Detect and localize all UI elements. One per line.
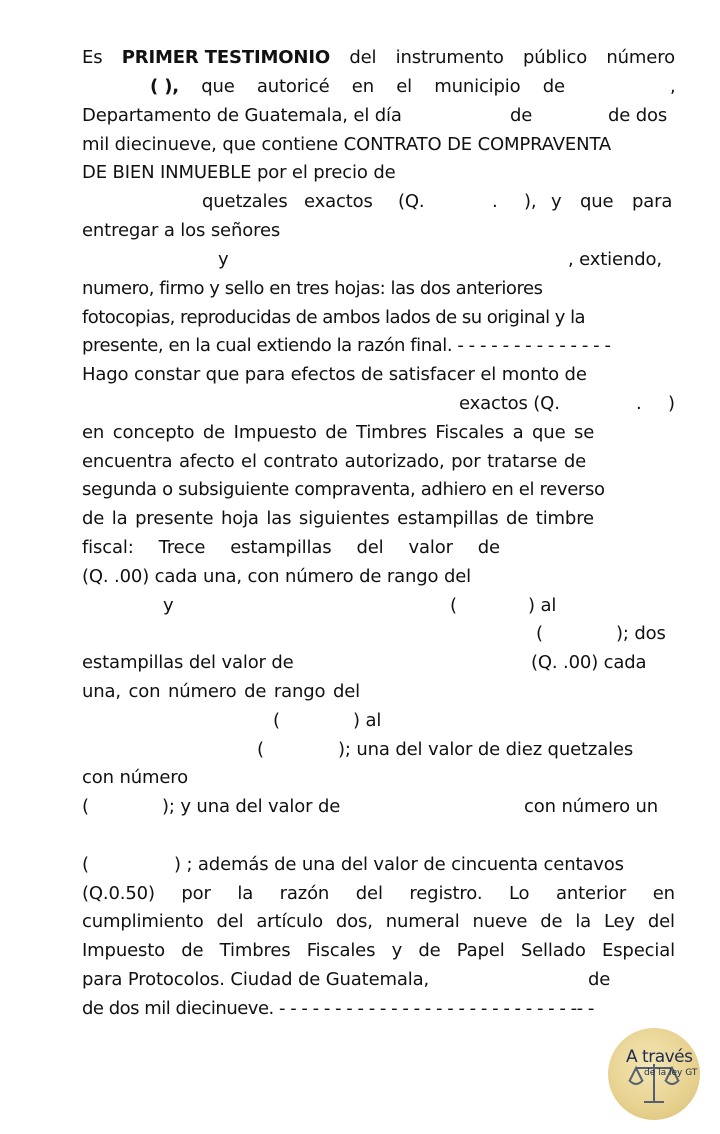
text-word: y bbox=[163, 595, 174, 616]
text-word: ) al bbox=[353, 710, 382, 731]
text-word: Papel bbox=[456, 940, 505, 961]
text-word: Es bbox=[82, 47, 103, 68]
text-line: mil diecinueve, que contiene CONTRATO DE COMPRAVENTA bbox=[82, 134, 612, 155]
text-segment: de bbox=[510, 105, 533, 126]
text-segment: ) ; además de una del valor de cincuenta centavos bbox=[174, 854, 624, 875]
text-word: fiscal: bbox=[82, 537, 134, 558]
text-line: entregar a los señores bbox=[82, 220, 281, 241]
text-word: que bbox=[580, 191, 614, 212]
text-word: Trece bbox=[158, 537, 206, 558]
text-word: en bbox=[351, 76, 374, 97]
text-word: cumplimiento bbox=[82, 911, 204, 932]
text-line: en concepto de Impuesto de Timbres Fiscales a que se bbox=[82, 422, 595, 443]
text-word: dos, bbox=[335, 911, 373, 932]
text-word: ( bbox=[273, 710, 280, 731]
text-line bbox=[82, 879, 675, 908]
logo-title: A través bbox=[626, 1047, 693, 1067]
text-segment: para Protocolos. Ciudad de Guatemala, bbox=[82, 969, 430, 990]
text-word: numeral bbox=[385, 911, 460, 932]
text-line bbox=[82, 706, 675, 735]
text-segment: de dos bbox=[608, 105, 668, 126]
text-word: en bbox=[652, 883, 675, 904]
text-word: del bbox=[356, 537, 384, 558]
text-word: , extiendo, bbox=[568, 249, 662, 270]
text-word: la bbox=[575, 911, 592, 932]
text-line bbox=[82, 619, 675, 648]
text-word: de bbox=[181, 940, 204, 961]
text-word: nueve bbox=[472, 911, 528, 932]
text-word: del bbox=[647, 911, 675, 932]
text-word: del bbox=[349, 47, 377, 68]
text-word: . bbox=[492, 191, 498, 212]
watermark-logo bbox=[608, 1028, 700, 1120]
text-line: con número bbox=[82, 767, 188, 788]
text-word: registro. bbox=[409, 883, 483, 904]
text-word: público bbox=[523, 47, 588, 68]
text-line: DE BIEN INMUEBLE por el precio de bbox=[82, 162, 396, 183]
text-word: Lo bbox=[508, 883, 530, 904]
text-line bbox=[82, 187, 675, 216]
text-word: anterior bbox=[555, 883, 627, 904]
text-word: ( bbox=[82, 854, 89, 875]
text-line bbox=[82, 735, 675, 764]
text-word: Fiscales bbox=[306, 940, 376, 961]
text-segment: ); y una del valor de bbox=[162, 796, 341, 817]
text-word: artículo bbox=[256, 911, 324, 932]
text-word: la bbox=[237, 883, 254, 904]
text-line: encuentra afecto el contrato autorizado, por tratarse de bbox=[82, 451, 587, 472]
text-word: de bbox=[542, 76, 565, 97]
text-word: que bbox=[201, 76, 235, 97]
text-line bbox=[82, 907, 675, 936]
text-line bbox=[82, 850, 675, 879]
text-line: presente, en la cual extiendo la razón final. - - - - - - - - - - - - - - bbox=[82, 335, 611, 356]
text-word: ( bbox=[82, 796, 89, 817]
text-line: de dos mil diecinueve. - - - - - - - - - - - - - - - - - - - - - - - - - - -- - bbox=[82, 998, 594, 1019]
text-line bbox=[82, 43, 675, 72]
text-word: estampillas bbox=[230, 537, 332, 558]
text-word: , bbox=[670, 76, 676, 97]
text-word: para bbox=[632, 191, 673, 212]
text-line: (Q. .00) cada una, con número de rango del bbox=[82, 566, 472, 587]
text-word: ), bbox=[524, 191, 537, 212]
text-line: de la presente hoja las siguientes estampillas de timbre bbox=[82, 508, 594, 529]
text-line bbox=[82, 101, 675, 130]
text-line bbox=[82, 648, 675, 677]
text-word: valor bbox=[408, 537, 453, 558]
text-word: ); dos bbox=[616, 623, 666, 644]
instrument-number-bold: ( ), bbox=[150, 76, 179, 97]
text-line bbox=[82, 591, 675, 620]
text-line bbox=[82, 72, 675, 101]
text-word: ( bbox=[450, 595, 457, 616]
text-word: (Q.0.50) bbox=[82, 883, 155, 904]
text-word: municipio bbox=[434, 76, 521, 97]
text-word: de bbox=[418, 940, 441, 961]
text-word: quetzales bbox=[202, 191, 288, 212]
text-word: por bbox=[181, 883, 211, 904]
text-word: (Q. bbox=[398, 191, 425, 212]
text-word: autoricé bbox=[256, 76, 330, 97]
text-word: y bbox=[551, 191, 562, 212]
text-word: Ley bbox=[603, 911, 635, 932]
text-word: y bbox=[391, 940, 403, 961]
text-line bbox=[82, 936, 675, 965]
document-title-bold: PRIMER TESTIMONIO bbox=[121, 47, 331, 68]
logo-subtitle: de la ley GT bbox=[644, 1068, 698, 1078]
text-line bbox=[82, 792, 675, 821]
text-word: ( bbox=[536, 623, 543, 644]
text-line: segunda o subsiguiente compraventa, adhiero en el reverso bbox=[82, 479, 605, 500]
text-line: una, con número de rango del bbox=[82, 681, 361, 702]
text-word: del bbox=[216, 911, 244, 932]
text-line: Hago constar que para efectos de satisfacer el monto de bbox=[82, 364, 587, 385]
text-word: y bbox=[218, 249, 229, 270]
text-word: de bbox=[477, 537, 500, 558]
text-word: razón bbox=[279, 883, 330, 904]
text-word: ( bbox=[257, 739, 264, 760]
text-line: numero, firmo y sello en tres hojas: las dos anteriores bbox=[82, 278, 543, 299]
text-segment: estampillas del valor de bbox=[82, 652, 294, 673]
text-word: ) bbox=[668, 393, 675, 414]
text-segment: con número un bbox=[524, 796, 659, 817]
text-word: Impuesto bbox=[82, 940, 165, 961]
text-word: Especial bbox=[601, 940, 675, 961]
text-word: Timbres bbox=[219, 940, 291, 961]
text-word: el bbox=[396, 76, 412, 97]
text-word: número bbox=[606, 47, 675, 68]
text-word: exactos (Q. bbox=[459, 393, 560, 414]
text-segment: ); una del valor de diez quetzales bbox=[338, 739, 634, 760]
text-word: instrumento bbox=[395, 47, 504, 68]
text-segment: (Q. .00) cada bbox=[531, 652, 647, 673]
text-word: ) al bbox=[528, 595, 557, 616]
text-segment: Departamento de Guatemala, el día bbox=[82, 105, 402, 126]
text-word: exactos bbox=[304, 191, 373, 212]
text-line bbox=[82, 965, 675, 994]
text-line bbox=[82, 389, 675, 418]
text-line bbox=[82, 533, 675, 562]
text-line bbox=[82, 245, 675, 274]
text-line: fotocopias, reproducidas de ambos lados de su original y la bbox=[82, 307, 585, 328]
text-word: . bbox=[636, 393, 642, 414]
text-word: de bbox=[588, 969, 611, 990]
text-word: Sellado bbox=[520, 940, 586, 961]
text-word: del bbox=[355, 883, 383, 904]
text-word: de bbox=[540, 911, 563, 932]
